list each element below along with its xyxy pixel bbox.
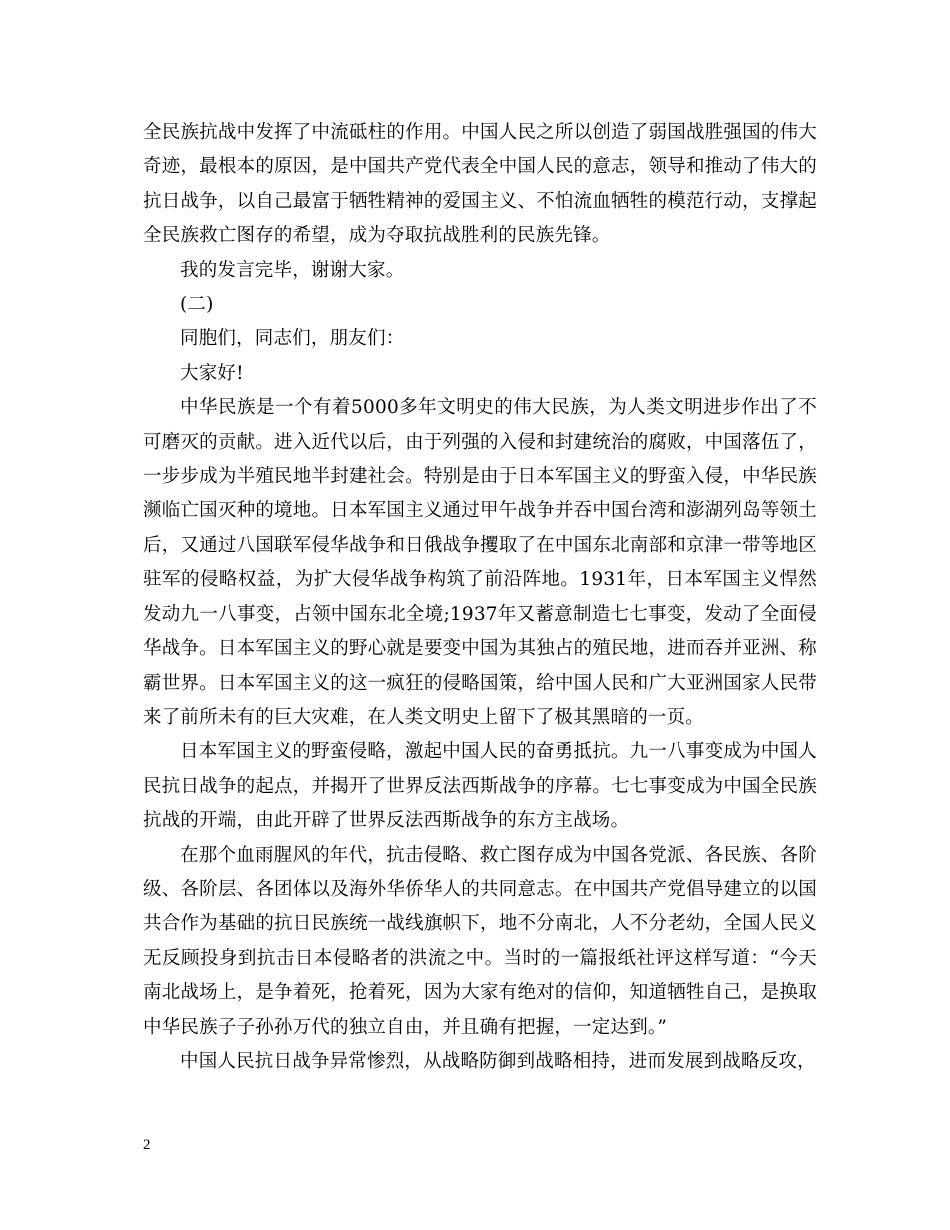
greeting: 大家好! <box>180 362 244 384</box>
paragraph-war-stages: 中国人民抗日战争异常惨烈，从战略防御到战略相持，进而发展到战略反攻， <box>180 1050 816 1072</box>
page-body <box>143 116 817 1079</box>
paragraph-united-front: 在那个血雨腥风的年代，抗击侵略、救亡图存成为中国各党派、各民族、各阶级、各阶层、各团体以及海外华侨华人的共同意志。在中国共产党倡导建立的以国共合作为基础的抗日民族统一战线旗帜下，地不分南北，人不分老幼，全国人民义无反顾投身到抗击日本侵略者的洪流之中。当时的一篇报纸社评这样写道：“今天南北战场上，是争着死，抢着死，因为大家有绝对的信仰，知道牺牲自己，是换取中华民族子子孙孙万代的独立自由，并且确有把握，一定达到。” <box>143 844 817 1038</box>
page-number: 2 <box>143 1137 151 1153</box>
paragraph-resistance: 日本军国主义的野蛮侵略，激起中国人民的奋勇抵抗。九一八事变成为中国人民抗日战争的起点，并揭开了世界反法西斯战争的序幕。七七事变成为中国全民族抗战的开端，由此开辟了世界反法西斯战争的东方主战场。 <box>143 741 817 832</box>
paragraph-history: 中华民族是一个有着5000多年文明史的伟大民族，为人类文明进步作出了不可磨灭的贡献。进入近代以后，由于列强的入侵和封建统治的腐败，中国落伍了，一步步成为半殖民地半封建社会。特别是由于日本军国主义的野蛮入侵，中华民族濒临亡国灭种的境地。日本军国主义通过甲午战争并吞中国台湾和澎湖列岛等领土后，又通过八国联军侵华战争和日俄战争攫取了在中国东北南部和京津一带等地区驻军的侵略权益，为扩大侵华战争构筑了前沿阵地。1931年，日本军国主义悍然发动九一八事变，占领中国东北全境;1937年又蓄意制造七七事变，发动了全面侵华战争。日本军国主义的野心就是要变中国为其独占的殖民地，进而吞并亚洲、称霸世界。日本军国主义的这一疯狂的侵略国策，给中国人民和广大亚洲国家人民带来了前所未有的巨大灾难，在人类文明史上留下了极其黑暗的一页。 <box>143 397 817 728</box>
salutation: 同胞们，同志们，朋友们： <box>180 328 405 350</box>
paragraph-continuation: 全民族抗战中发挥了中流砥柱的作用。中国人民之所以创造了弱国战胜强国的伟大奇迹，最根本的原因，是中国共产党代表全中国人民的意志，领导和推动了伟大的抗日战争，以自己最富于牺牲精神的爱国主义、不怕流血牺牲的模范行动，支撑起全民族救亡图存的希望，成为夺取抗战胜利的民族先锋。 <box>143 122 817 247</box>
paragraph-closing-remark: 我的发言完毕，谢谢大家。 <box>180 259 405 281</box>
section-marker: (二) <box>180 294 214 316</box>
